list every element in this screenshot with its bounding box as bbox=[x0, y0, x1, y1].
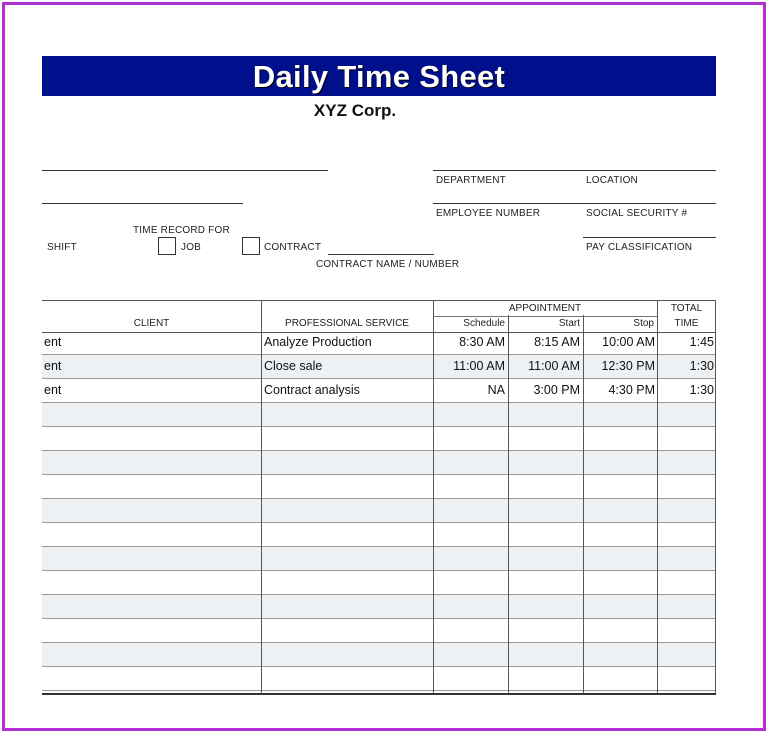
cell-start[interactable] bbox=[508, 451, 580, 474]
cell-stop[interactable] bbox=[583, 403, 655, 426]
time-header: TIME bbox=[674, 318, 699, 329]
cell-total[interactable]: 1:45 bbox=[689, 335, 714, 349]
cell-client[interactable] bbox=[44, 427, 259, 450]
cell-stop[interactable] bbox=[583, 595, 655, 618]
employee-number-label: EMPLOYEE NUMBER bbox=[436, 208, 541, 219]
table-row bbox=[42, 475, 716, 499]
cell-service[interactable] bbox=[264, 403, 431, 426]
contract-name-line[interactable] bbox=[328, 254, 434, 255]
cell-schedule[interactable] bbox=[433, 667, 505, 690]
cell-schedule[interactable] bbox=[433, 427, 505, 450]
cell-service[interactable] bbox=[264, 523, 431, 546]
social-security-label: SOCIAL SECURITY # bbox=[586, 208, 688, 219]
cell-stop[interactable] bbox=[583, 571, 655, 594]
cell-total[interactable]: 1:30 bbox=[689, 383, 714, 397]
contract-name-label: CONTRACT NAME / NUMBER bbox=[316, 259, 460, 270]
col-divider bbox=[261, 300, 262, 693]
page-title: Daily Time Sheet bbox=[252, 59, 506, 94]
cell-service[interactable] bbox=[264, 451, 431, 474]
cell-client[interactable]: ent bbox=[44, 335, 62, 349]
cell-schedule[interactable] bbox=[433, 619, 505, 642]
table-row bbox=[42, 619, 716, 643]
table-row bbox=[42, 427, 716, 451]
cell-start[interactable]: 8:15 AM bbox=[534, 335, 580, 349]
cell-total[interactable] bbox=[657, 403, 714, 426]
cell-total[interactable] bbox=[657, 499, 714, 522]
cell-service[interactable] bbox=[264, 547, 431, 570]
employee-number-line[interactable] bbox=[433, 203, 716, 204]
cell-start[interactable] bbox=[508, 643, 580, 666]
cell-start[interactable]: 11:00 AM bbox=[528, 359, 580, 373]
table-row bbox=[42, 331, 716, 355]
col-divider bbox=[583, 315, 584, 693]
cell-schedule[interactable] bbox=[433, 523, 505, 546]
cell-client[interactable]: ent bbox=[44, 359, 62, 373]
job-label: JOB bbox=[181, 242, 202, 253]
job-checkbox[interactable] bbox=[158, 237, 176, 255]
cell-total[interactable] bbox=[657, 427, 714, 450]
cell-start[interactable]: 3:00 PM bbox=[533, 383, 580, 397]
department-label: DEPARTMENT bbox=[436, 175, 506, 186]
table-row bbox=[42, 667, 716, 691]
cell-service[interactable]: Close sale bbox=[264, 359, 323, 373]
cell-total[interactable] bbox=[657, 547, 714, 570]
location-label: LOCATION bbox=[586, 175, 638, 186]
cell-schedule[interactable]: 8:30 AM bbox=[459, 335, 505, 349]
manager-line[interactable] bbox=[42, 203, 243, 204]
cell-service[interactable] bbox=[264, 475, 431, 498]
cell-schedule[interactable] bbox=[433, 499, 505, 522]
appointment-header: APPOINTMENT bbox=[508, 303, 582, 314]
table-row bbox=[42, 403, 716, 427]
cell-client[interactable]: ent bbox=[44, 383, 62, 397]
cell-start[interactable] bbox=[508, 403, 580, 426]
cell-client[interactable] bbox=[44, 499, 259, 522]
appointment-divider bbox=[433, 316, 657, 317]
cell-start[interactable] bbox=[508, 619, 580, 642]
cell-schedule[interactable]: NA bbox=[487, 383, 505, 397]
table-row bbox=[42, 499, 716, 523]
table-row bbox=[42, 643, 716, 667]
col-divider bbox=[433, 300, 434, 693]
title-banner bbox=[42, 56, 716, 96]
cell-client[interactable] bbox=[44, 451, 259, 474]
cell-client[interactable] bbox=[44, 619, 259, 642]
cell-start[interactable] bbox=[508, 595, 580, 618]
cell-schedule[interactable] bbox=[433, 547, 505, 570]
cell-start[interactable] bbox=[508, 475, 580, 498]
table-row bbox=[42, 571, 716, 595]
department-line[interactable] bbox=[433, 170, 716, 171]
cell-schedule[interactable] bbox=[433, 595, 505, 618]
cell-start[interactable] bbox=[508, 523, 580, 546]
table-header bbox=[42, 300, 716, 333]
cell-schedule[interactable]: 11:00 AM bbox=[453, 359, 505, 373]
contract-checkbox[interactable] bbox=[242, 237, 260, 255]
cell-service[interactable] bbox=[264, 643, 431, 666]
cell-service[interactable] bbox=[264, 427, 431, 450]
cell-client[interactable] bbox=[44, 667, 259, 690]
table-row bbox=[42, 355, 716, 379]
cell-stop[interactable] bbox=[583, 619, 655, 642]
cell-stop[interactable] bbox=[583, 427, 655, 450]
cell-client[interactable] bbox=[44, 595, 259, 618]
cell-start[interactable] bbox=[508, 547, 580, 570]
time-record-for-label: TIME RECORD FOR bbox=[133, 225, 230, 236]
table-row bbox=[42, 547, 716, 571]
employee-name-line[interactable] bbox=[42, 170, 328, 171]
shift-label: SHIFT bbox=[47, 242, 77, 253]
cell-service[interactable] bbox=[264, 619, 431, 642]
col-divider bbox=[508, 315, 509, 693]
schedule-header: Schedule bbox=[463, 318, 505, 329]
cell-total[interactable] bbox=[657, 667, 714, 690]
cell-stop[interactable] bbox=[583, 523, 655, 546]
cell-service[interactable] bbox=[264, 499, 431, 522]
cell-service[interactable]: Analyze Production bbox=[264, 335, 372, 349]
cell-stop[interactable] bbox=[583, 643, 655, 666]
client-header: CLIENT bbox=[133, 318, 170, 329]
cell-stop[interactable] bbox=[583, 451, 655, 474]
cell-client[interactable] bbox=[44, 523, 259, 546]
cell-total[interactable] bbox=[657, 523, 714, 546]
cell-schedule[interactable] bbox=[433, 403, 505, 426]
cell-client[interactable] bbox=[44, 403, 259, 426]
stop-header: Stop bbox=[633, 318, 654, 329]
cell-stop[interactable] bbox=[583, 547, 655, 570]
cell-total[interactable]: 1:30 bbox=[689, 359, 714, 373]
cell-start[interactable] bbox=[508, 667, 580, 690]
pay-classification-label: PAY CLASSIFICATION bbox=[586, 242, 693, 253]
cell-schedule[interactable] bbox=[433, 475, 505, 498]
cell-schedule[interactable] bbox=[433, 571, 505, 594]
total-header: TOTAL bbox=[670, 303, 703, 314]
table-bottom-border bbox=[42, 693, 716, 695]
table-row bbox=[42, 595, 716, 619]
cell-start[interactable] bbox=[508, 499, 580, 522]
cell-client[interactable] bbox=[44, 571, 259, 594]
cell-total[interactable] bbox=[657, 475, 714, 498]
cell-stop[interactable] bbox=[583, 499, 655, 522]
contract-label: CONTRACT bbox=[264, 242, 322, 253]
cell-total[interactable] bbox=[657, 619, 714, 642]
cell-service[interactable] bbox=[264, 571, 431, 594]
professional-service-header: PROFESSIONAL SERVICE bbox=[285, 318, 409, 329]
cell-stop[interactable]: 4:30 PM bbox=[608, 383, 655, 397]
table-row bbox=[42, 451, 716, 475]
cell-total[interactable] bbox=[657, 595, 714, 618]
cell-start[interactable] bbox=[508, 427, 580, 450]
cell-client[interactable] bbox=[44, 547, 259, 570]
cell-schedule[interactable] bbox=[433, 643, 505, 666]
cell-stop[interactable]: 12:30 PM bbox=[601, 359, 655, 373]
table-row bbox=[42, 379, 716, 403]
start-header: Start bbox=[558, 318, 580, 329]
cell-total[interactable] bbox=[657, 571, 714, 594]
col-divider bbox=[715, 300, 716, 693]
cell-stop[interactable]: 10:00 AM bbox=[602, 335, 655, 349]
cell-service[interactable]: Contract analysis bbox=[264, 383, 360, 397]
table-row bbox=[42, 523, 716, 547]
pay-classification-line[interactable] bbox=[583, 237, 716, 238]
col-divider bbox=[657, 300, 658, 693]
cell-service[interactable] bbox=[264, 595, 431, 618]
company-name: XYZ Corp. bbox=[313, 101, 397, 120]
cell-total[interactable] bbox=[657, 451, 714, 474]
cell-schedule[interactable] bbox=[433, 451, 505, 474]
cell-total[interactable] bbox=[657, 643, 714, 666]
cell-stop[interactable] bbox=[583, 667, 655, 690]
cell-client[interactable] bbox=[44, 643, 259, 666]
cell-service[interactable] bbox=[264, 667, 431, 690]
cell-client[interactable] bbox=[44, 475, 259, 498]
cell-stop[interactable] bbox=[583, 475, 655, 498]
cell-start[interactable] bbox=[508, 571, 580, 594]
